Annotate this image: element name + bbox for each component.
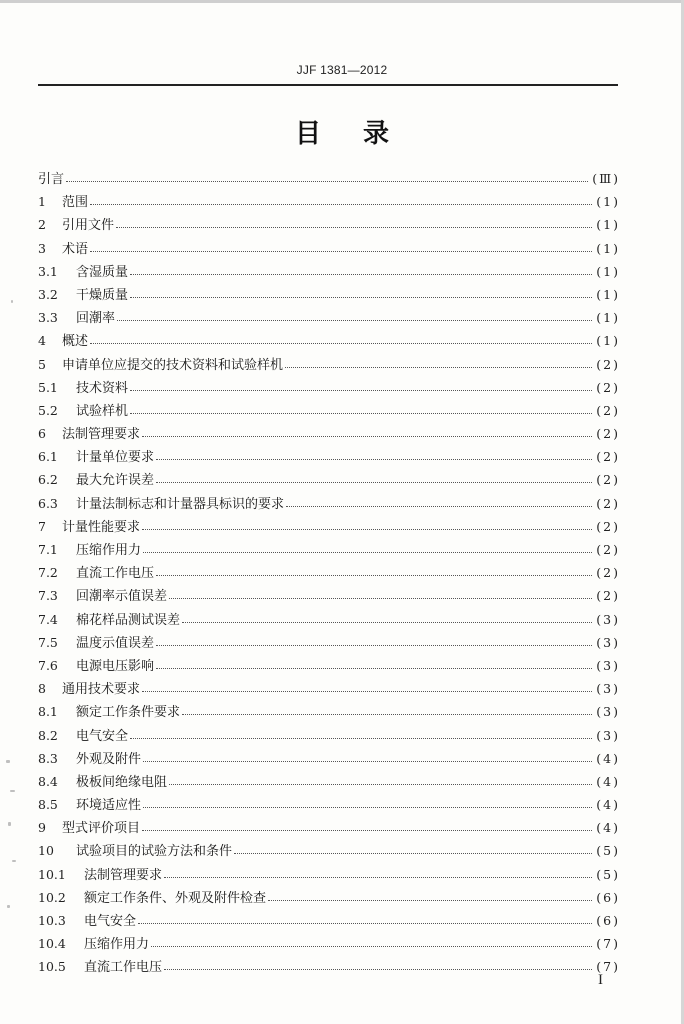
toc-entry <box>38 283 620 306</box>
toc-entry-page: (1) <box>596 286 620 302</box>
toc-leader-dots <box>142 436 592 437</box>
toc-entry-page: (6) <box>596 913 620 928</box>
toc-leader-dots <box>268 900 592 901</box>
toc-entry-number: 7 <box>38 518 46 534</box>
toc-leader-dots <box>130 274 592 275</box>
toc-leader-dots <box>90 251 592 252</box>
toc-entry-title: 温度示值误差 <box>76 635 155 651</box>
toc-entry-title: 申请单位应提交的技术资料和试验样机 <box>62 357 284 373</box>
toc-entry-page: (2) <box>596 542 620 557</box>
toc-entry <box>38 863 620 886</box>
toc-leader-dots <box>143 807 592 808</box>
toc-leader-dots <box>142 691 592 692</box>
toc-leader-dots <box>116 227 592 228</box>
toc-leader-dots <box>234 853 592 854</box>
toc-entry <box>38 909 620 932</box>
toc-entry-title: 术语 <box>62 241 89 257</box>
toc-entry-title: 计量法制标志和计量器具标识的要求 <box>76 496 285 512</box>
toc-entry-page: (3) <box>596 727 620 743</box>
toc-entry-number: 8.4 <box>38 773 58 789</box>
toc-leader-dots <box>169 598 592 599</box>
toc-entry-page: (2) <box>596 588 620 604</box>
toc-entry <box>38 237 620 260</box>
toc-entry-title: 电气安全 <box>84 914 137 929</box>
toc-entry-page: (3) <box>596 704 620 720</box>
toc-entry-number: 6 <box>38 426 46 442</box>
toc-leader-dots <box>286 506 592 507</box>
toc-entry-title: 型式评价项目 <box>62 821 141 837</box>
toc-entry <box>38 422 620 445</box>
toc-entry-title: 环境适应性 <box>76 798 142 814</box>
toc-entry-title: 压缩作用力 <box>84 937 150 953</box>
toc-leader-dots <box>143 552 592 553</box>
toc-entry <box>38 747 620 770</box>
toc-entry-number: 8.5 <box>38 797 58 813</box>
toc-entry-number: 5.1 <box>38 379 58 395</box>
toc-entry <box>38 631 620 654</box>
toc-entry-number: 8.2 <box>38 727 58 743</box>
toc-entry-page: (6) <box>596 889 620 905</box>
toc-leader-dots <box>164 877 592 878</box>
toc-entry-number: 7.5 <box>38 634 58 650</box>
toc-leader-dots <box>164 969 592 970</box>
toc-entry-page: (5) <box>596 866 620 882</box>
toc-entry-number: 10 <box>38 843 54 859</box>
toc-entry-title: 计量性能要求 <box>62 519 141 535</box>
toc-entry-number: 10.3 <box>38 913 66 928</box>
toc-entry-page: (1) <box>596 310 620 326</box>
toc-entry-number: 2 <box>38 217 46 233</box>
scan-edge-top <box>0 0 684 3</box>
toc-entry-title: 外观及附件 <box>76 751 142 767</box>
toc-entry-number: 9 <box>38 820 46 836</box>
toc-entry-page: (1) <box>596 263 620 279</box>
header-rule <box>38 84 618 86</box>
toc-entry-page: (2) <box>596 472 620 488</box>
toc-entry-title: 最大允许误差 <box>76 473 155 489</box>
toc-entry-title: 引言 <box>38 172 65 187</box>
toc-entry <box>38 492 620 515</box>
toc-leader-dots <box>117 320 592 321</box>
toc-leader-dots <box>130 413 592 414</box>
toc-leader-dots <box>156 575 592 576</box>
toc-entry-page: (2) <box>596 449 620 465</box>
toc-entry-number: 10.2 <box>38 889 66 905</box>
toc-entry <box>38 839 620 862</box>
toc-entry-page: (4) <box>596 820 620 836</box>
toc-entry-page: (7) <box>596 959 620 975</box>
toc-entry-page: (2) <box>596 565 620 581</box>
toc-leader-dots <box>143 761 592 762</box>
toc-entry-number: 3.2 <box>38 286 58 302</box>
toc-entry <box>38 770 620 793</box>
toc-entry-number: 5 <box>38 356 46 372</box>
toc-entry-number: 3 <box>38 240 46 256</box>
scan-speck <box>7 905 10 908</box>
toc-entry <box>38 376 620 399</box>
page-title: 目录 <box>294 119 431 149</box>
toc-entry-title: 极板间绝缘电阻 <box>76 774 168 790</box>
toc-entry-page: (2) <box>596 495 620 511</box>
toc-entry-title: 范围 <box>62 195 89 211</box>
toc-entry-number: 7.6 <box>38 657 58 673</box>
toc-entry-page: (1) <box>596 333 620 349</box>
toc-entry-number: 7.4 <box>38 611 58 627</box>
toc-entry <box>38 445 620 468</box>
table-of-contents <box>38 167 620 979</box>
toc-entry-page: (3) <box>596 634 620 650</box>
toc-entry-number: 4 <box>38 333 46 349</box>
toc-entry <box>38 793 620 816</box>
toc-entry-title: 引用文件 <box>62 218 115 234</box>
toc-entry-title: 含湿质量 <box>76 264 129 280</box>
toc-entry-number: 8.3 <box>38 750 58 766</box>
page-number: I <box>598 972 603 988</box>
toc-entry-title: 法制管理要求 <box>62 427 141 443</box>
toc-entry-page: (3) <box>596 657 620 673</box>
toc-entry-title: 干燥质量 <box>76 287 129 303</box>
toc-entry-page: (2) <box>596 379 620 395</box>
toc-entry-number: 3.3 <box>38 310 58 326</box>
toc-entry <box>38 515 620 538</box>
toc-entry-title: 电源电压影响 <box>76 658 155 674</box>
toc-entry-title: 回潮率示值误差 <box>76 589 168 605</box>
toc-leader-dots <box>90 343 592 344</box>
toc-entry-number: 8 <box>38 681 46 697</box>
toc-entry-page: (1) <box>596 240 620 256</box>
toc-leader-dots <box>156 459 592 460</box>
scan-speck <box>12 860 16 862</box>
toc-entry-page: (Ⅲ) <box>592 171 620 186</box>
toc-entry <box>38 213 620 236</box>
toc-entry-title: 压缩作用力 <box>76 543 142 558</box>
toc-leader-dots <box>130 738 592 739</box>
toc-entry-number: 6.1 <box>38 449 58 465</box>
toc-entry <box>38 955 620 978</box>
toc-entry <box>38 886 620 909</box>
toc-leader-dots <box>151 946 592 947</box>
toc-leader-dots <box>90 204 592 205</box>
toc-entry-number: 7.3 <box>38 588 58 604</box>
toc-leader-dots <box>169 784 592 785</box>
toc-entry-page: (2) <box>596 518 620 534</box>
scan-speck <box>10 790 15 792</box>
toc-entry-title: 电气安全 <box>76 728 129 744</box>
toc-entry-title: 技术资料 <box>76 380 129 396</box>
toc-entry-number: 10.4 <box>38 936 66 952</box>
toc-entry <box>38 932 620 955</box>
toc-entry <box>38 538 620 561</box>
toc-entry-number: 10.1 <box>38 866 66 882</box>
toc-entry-page: (3) <box>596 611 620 627</box>
toc-entry <box>38 608 620 631</box>
toc-entry-page: (2) <box>596 426 620 442</box>
toc-entry <box>38 677 620 700</box>
toc-entry <box>38 724 620 747</box>
toc-entry-title: 概述 <box>62 334 89 350</box>
toc-entry-title: 试验项目的试验方法和条件 <box>76 844 233 860</box>
toc-entry-title: 回潮率 <box>76 311 116 327</box>
toc-entry-page: (2) <box>596 356 620 372</box>
toc-leader-dots <box>142 529 592 530</box>
scan-speck <box>6 760 10 763</box>
toc-leader-dots <box>138 923 592 924</box>
toc-entry-title: 计量单位要求 <box>76 450 155 466</box>
toc-entry <box>38 329 620 352</box>
toc-entry <box>38 584 620 607</box>
toc-entry <box>38 816 620 839</box>
toc-leader-dots <box>142 830 592 831</box>
toc-entry-number: 8.1 <box>38 704 58 720</box>
toc-leader-dots <box>285 367 592 368</box>
toc-entry-title: 额定工作条件、外观及附件检查 <box>84 890 267 906</box>
toc-entry <box>38 399 620 422</box>
toc-entry <box>38 353 620 376</box>
toc-entry-title: 直流工作电压 <box>76 566 155 582</box>
toc-entry-page: (2) <box>596 402 620 418</box>
toc-entry-number: 10.5 <box>38 959 66 975</box>
toc-entry-page: (4) <box>596 773 620 789</box>
toc-entry-title: 额定工作条件要求 <box>76 705 181 721</box>
toc-leader-dots <box>182 622 592 623</box>
toc-entry <box>38 190 620 213</box>
toc-entry-title: 试验样机 <box>76 403 129 419</box>
standard-code-header: JJF 1381—2012 <box>296 63 388 77</box>
toc-entry-number: 5.2 <box>38 402 58 418</box>
toc-entry-page: (1) <box>596 194 620 210</box>
toc-entry-page: (3) <box>596 681 620 697</box>
toc-entry-number: 6.3 <box>38 495 58 511</box>
toc-entry-title: 通用技术要求 <box>62 682 141 698</box>
toc-entry <box>38 468 620 491</box>
toc-entry-title: 法制管理要求 <box>84 867 163 883</box>
toc-leader-dots <box>130 297 592 298</box>
toc-entry <box>38 306 620 329</box>
toc-leader-dots <box>182 714 592 715</box>
toc-entry-page: (4) <box>596 750 620 766</box>
toc-entry-page: (7) <box>596 936 620 952</box>
toc-entry <box>38 167 620 190</box>
toc-entry <box>38 700 620 723</box>
toc-entry <box>38 561 620 584</box>
toc-entry <box>38 654 620 677</box>
toc-entry-page: (1) <box>596 217 620 233</box>
toc-entry-number: 3.1 <box>38 263 58 279</box>
scan-speck <box>8 822 11 826</box>
toc-entry-page: (5) <box>596 843 620 859</box>
toc-leader-dots <box>156 645 592 646</box>
toc-leader-dots <box>156 668 592 669</box>
toc-leader-dots <box>130 390 592 391</box>
toc-entry-number: 6.2 <box>38 472 58 488</box>
toc-leader-dots <box>66 181 588 182</box>
scan-speck <box>11 300 13 303</box>
toc-entry-title: 棉花样品测试误差 <box>76 612 181 628</box>
toc-entry-number: 7.2 <box>38 565 58 581</box>
toc-entry-number: 7.1 <box>38 542 58 557</box>
toc-entry-page: (4) <box>596 797 620 813</box>
toc-entry-title: 直流工作电压 <box>84 960 163 976</box>
toc-leader-dots <box>156 482 592 483</box>
toc-entry-number: 1 <box>38 194 46 210</box>
toc-entry <box>38 260 620 283</box>
